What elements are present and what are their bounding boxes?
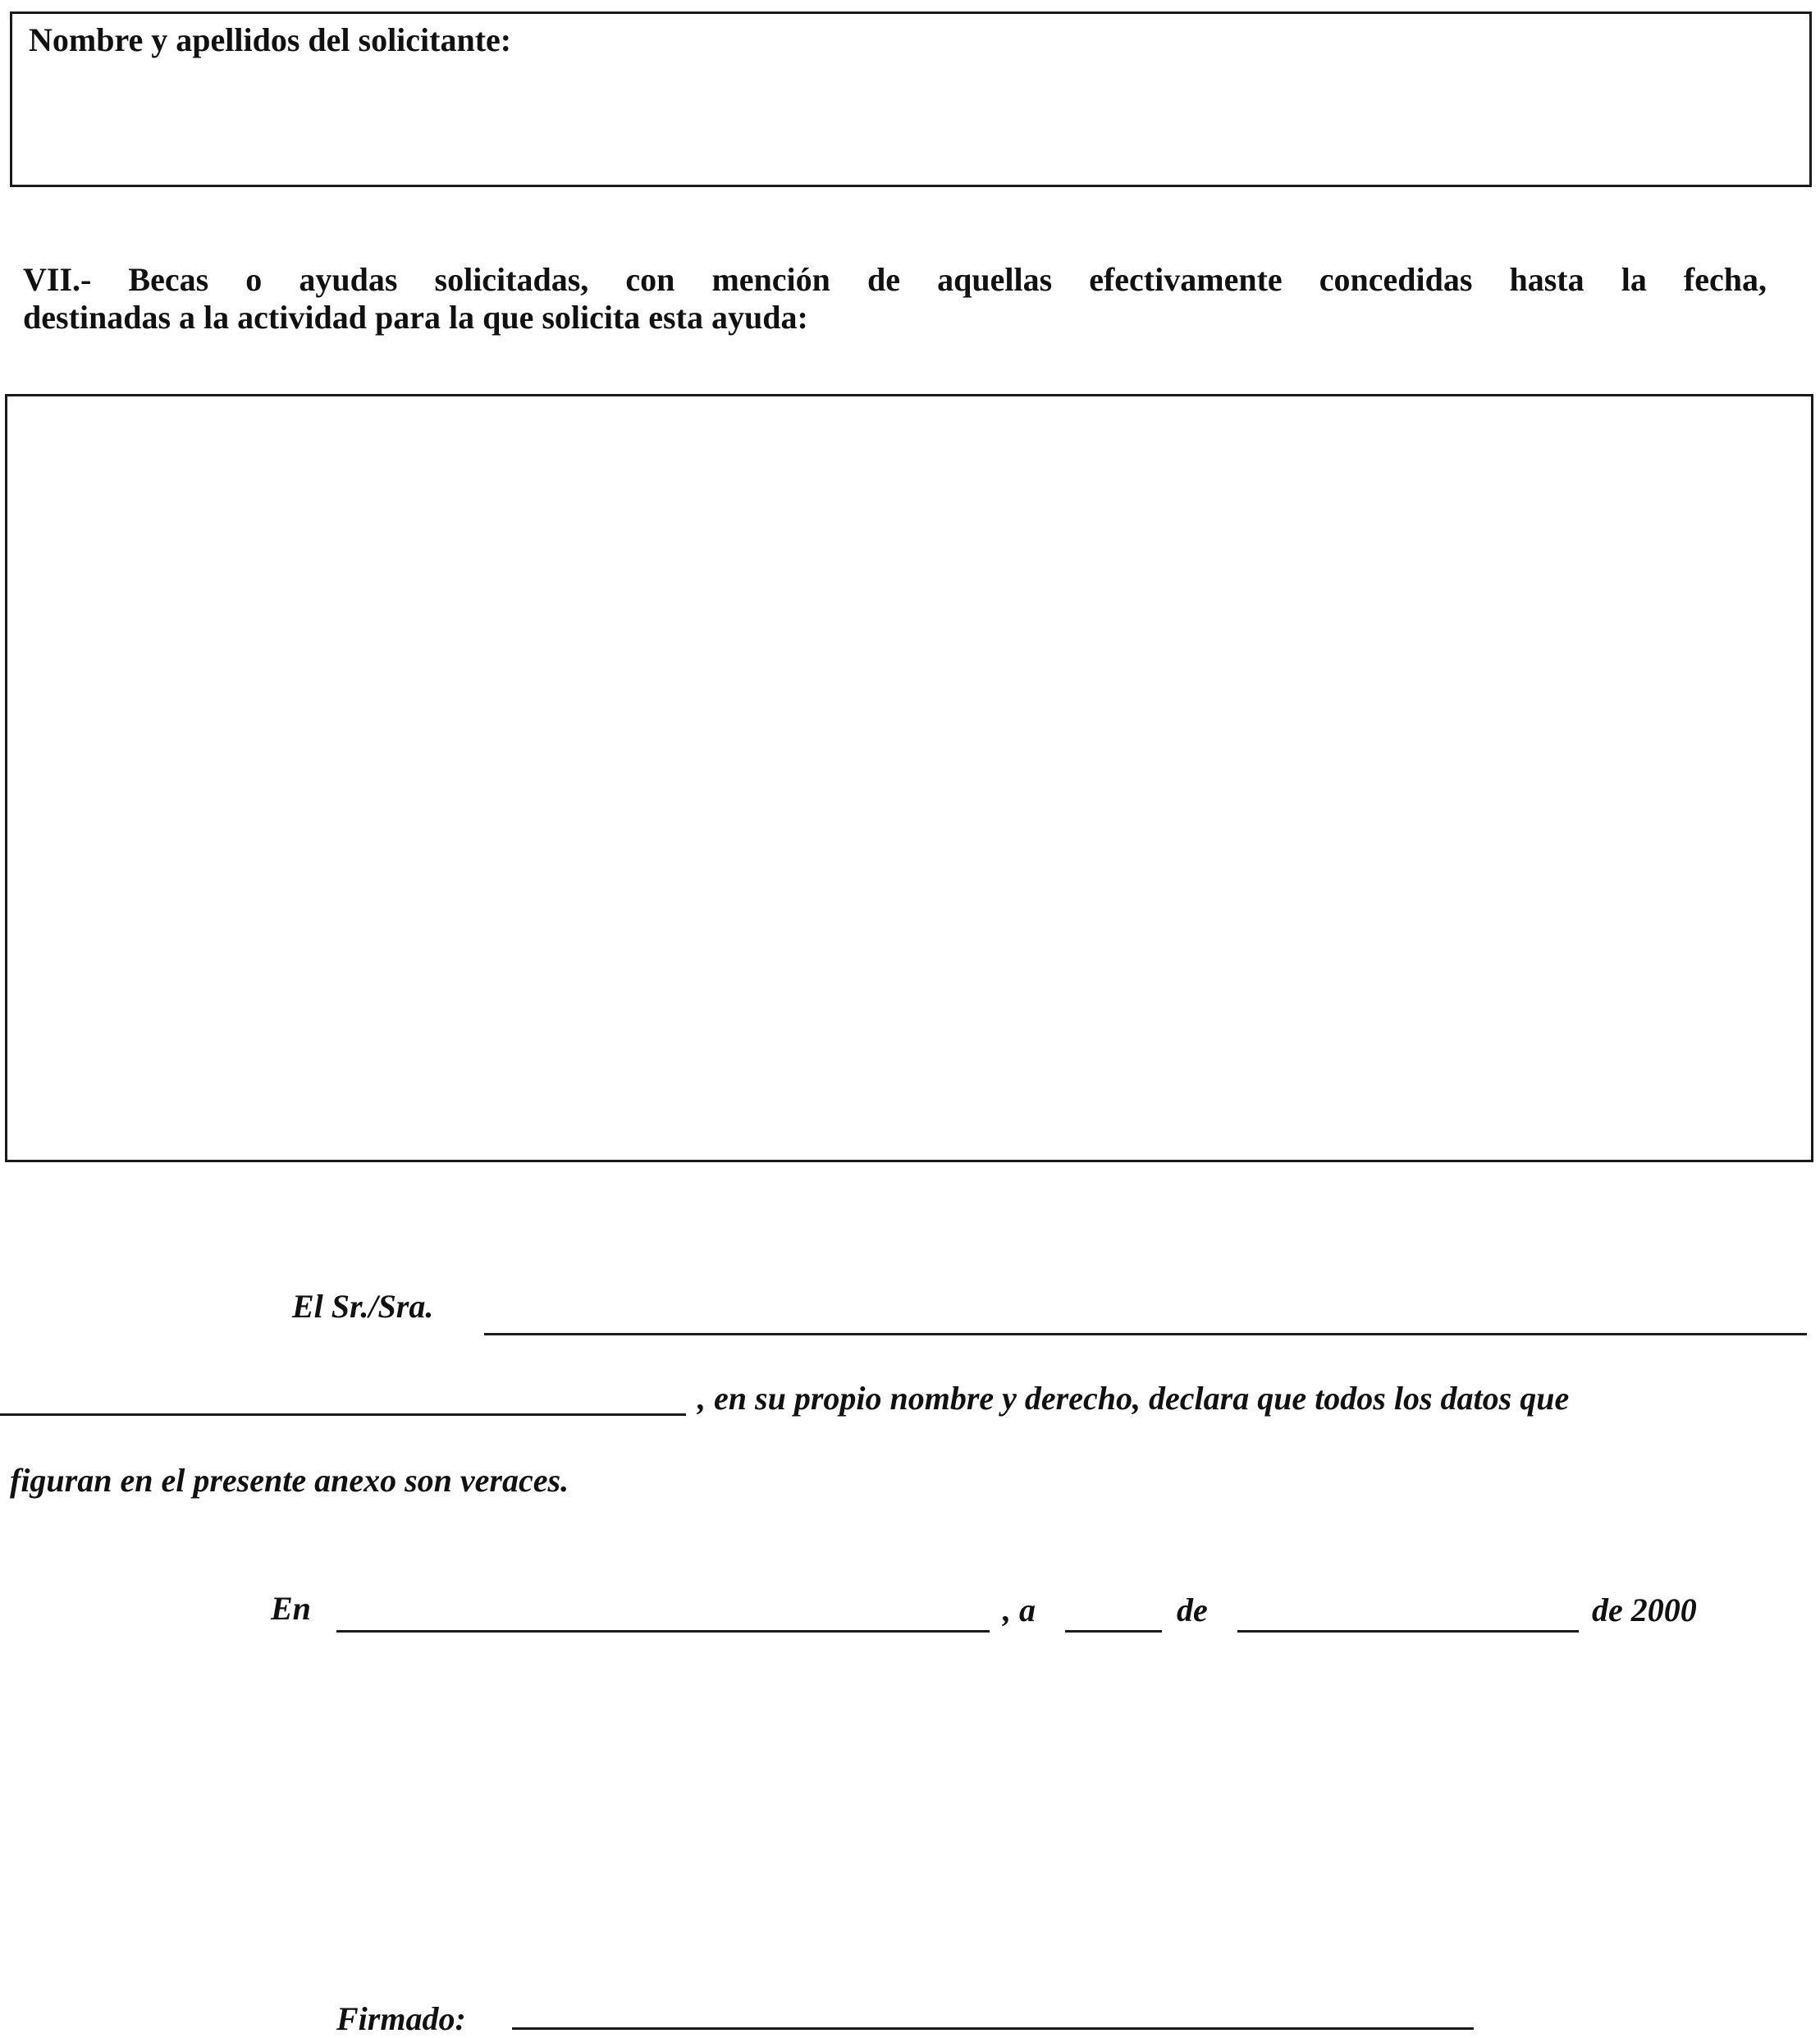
place-blank-line[interactable]: [336, 1630, 990, 1633]
signature-label: Firmado:: [336, 2000, 466, 2037]
place-prefix: En: [271, 1590, 311, 1627]
applicant-name-label: Nombre y apellidos del solicitante:: [29, 21, 512, 58]
signature-blank-line[interactable]: [512, 2027, 1474, 2030]
name-blank-line-continued[interactable]: [0, 1413, 686, 1416]
day-prefix: , a: [1003, 1591, 1036, 1628]
section-heading: [23, 261, 1767, 337]
declaration-end: figuran en el presente anexo son veraces.: [10, 1462, 569, 1499]
day-blank-line[interactable]: [1065, 1630, 1162, 1633]
year-text: de 2000: [1592, 1591, 1697, 1628]
month-blank-line[interactable]: [1237, 1630, 1579, 1633]
applicant-name-box[interactable]: [10, 11, 1812, 187]
declaration-middle: , en su propio nombre y derecho, declara que todos los datos que: [697, 1380, 1570, 1417]
section-heading-line2: destinadas a la actividad para la que solicita esta ayuda:: [23, 299, 808, 336]
name-blank-line[interactable]: [484, 1333, 1807, 1335]
section-heading-line1: VII.- Becas o ayudas solicitadas, con mención de aquellas efectivamente concedidas hasta la fecha,: [23, 261, 1767, 298]
declaration-prefix: El Sr./Sra.: [292, 1288, 434, 1325]
month-prefix: de: [1177, 1591, 1208, 1628]
grants-text-box[interactable]: [5, 394, 1813, 1162]
